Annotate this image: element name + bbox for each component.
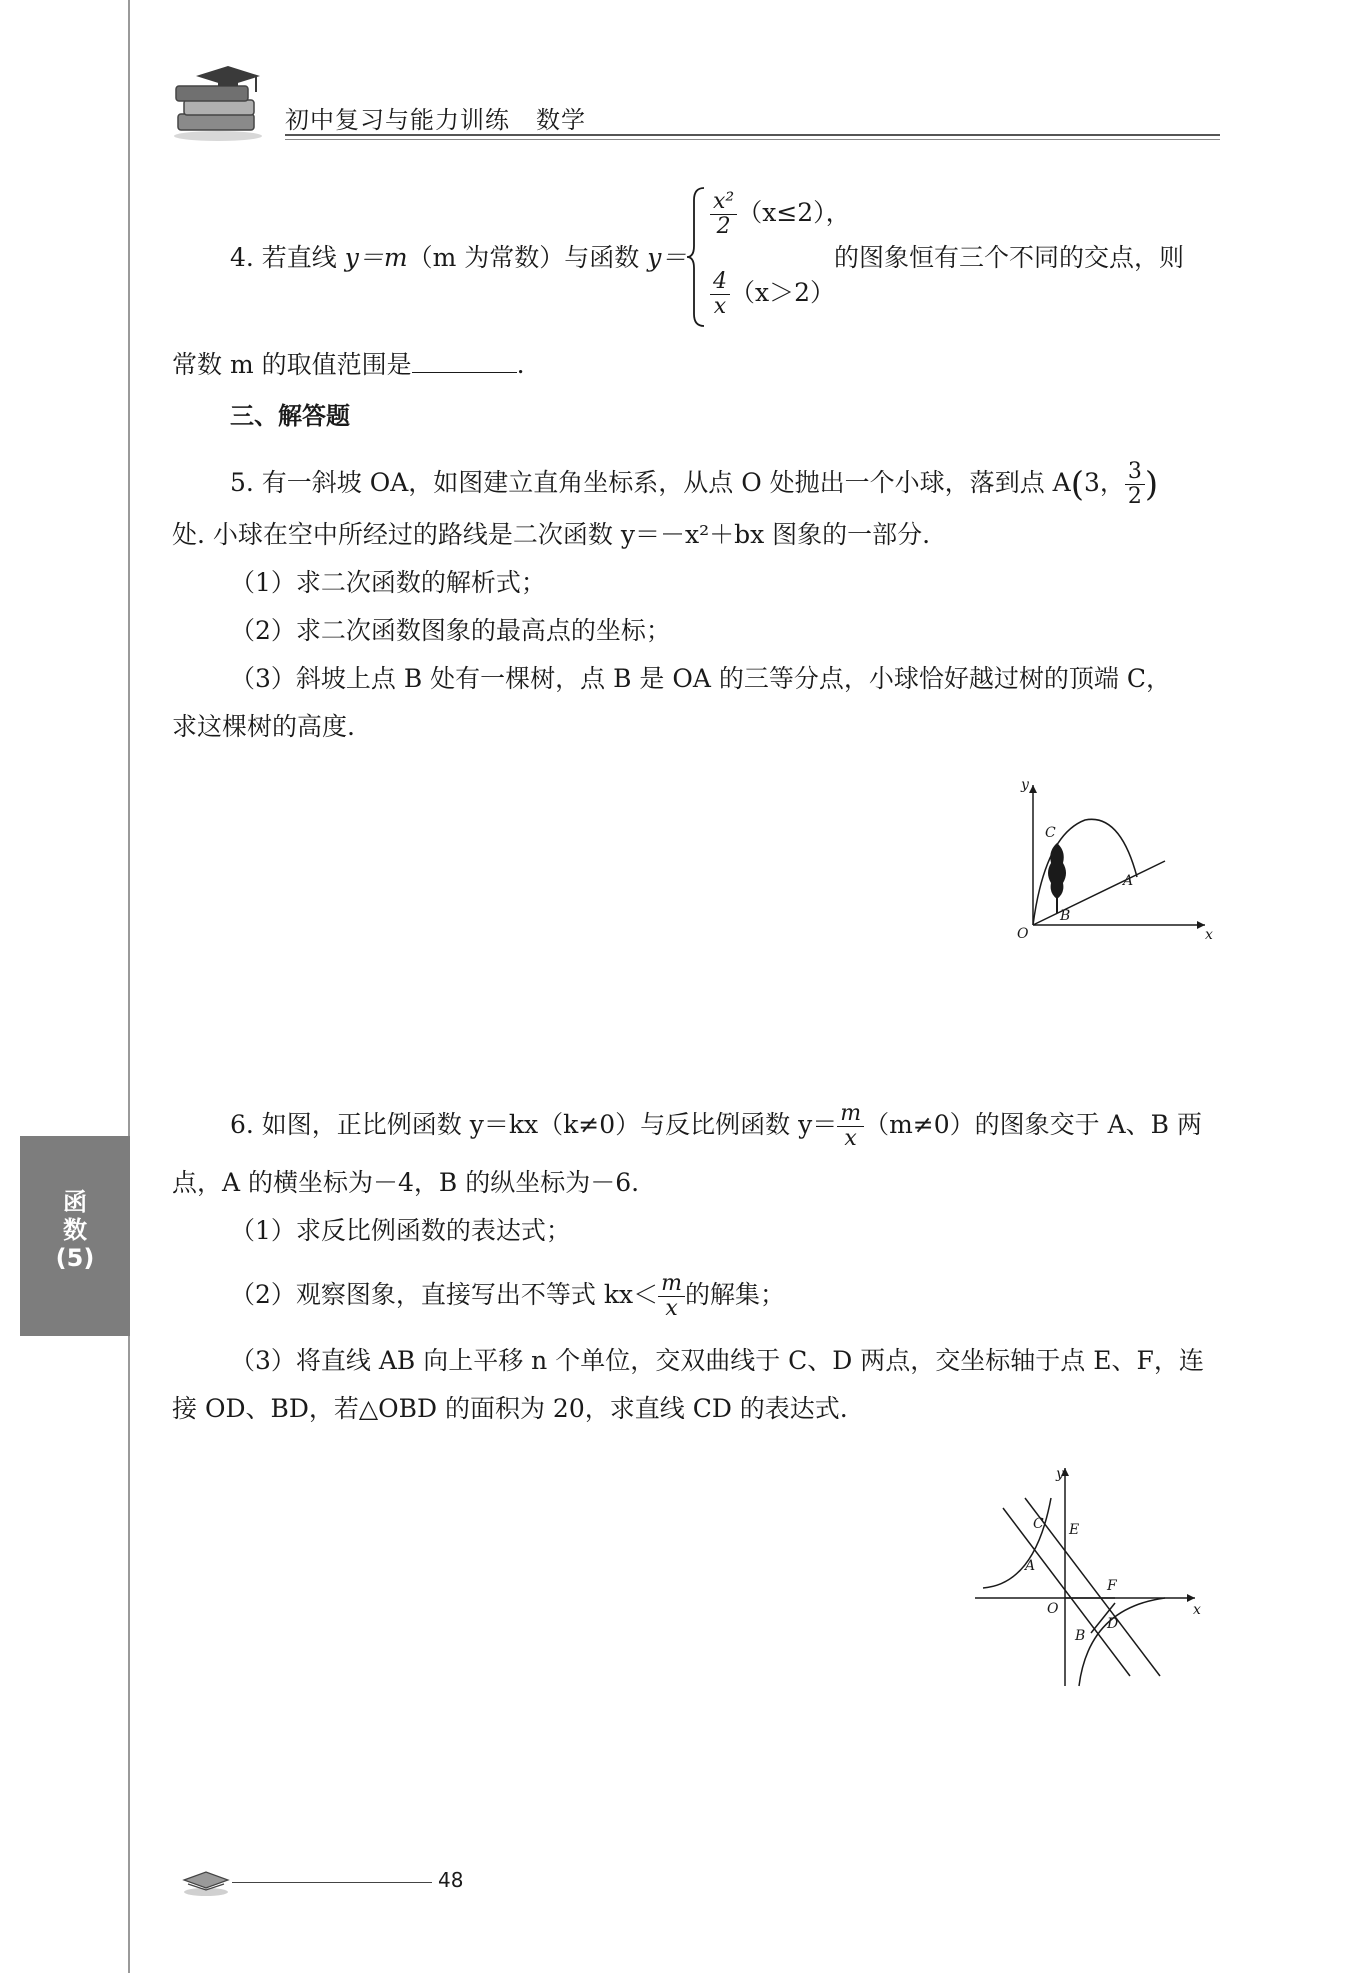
page-margin-line <box>128 0 130 1973</box>
fig6-label-o: O <box>1047 1601 1059 1617</box>
q6-line2: 点，A 的横坐标为－4，B 的纵坐标为－6. <box>172 1168 640 1197</box>
q5-line2: 处. 小球在空中所经过的路线是二次函数 y＝－x²＋bx 图象的一部分. <box>172 520 931 549</box>
case1-fraction: $\frac{\text{x²}}{2}$ <box>710 190 737 239</box>
q5-sub1: （1）求二次函数的解析式； <box>230 568 546 597</box>
q4-case1: $\frac{\text{x²}}{2}$ （x≤2）， <box>710 190 851 239</box>
q5-sub2: （2）求二次函数图象的最高点的坐标； <box>230 616 671 645</box>
q4-line2: 常数 m 的取值范围是 . <box>172 350 525 379</box>
fig6-label-f: F <box>1107 1578 1117 1594</box>
q5-figure <box>1005 775 1215 945</box>
q4-line1: 4. 若直线 y＝m（m 为常数）与函数 y＝ <box>230 243 687 272</box>
q5-sub3a: （3）斜坡上点 B 处有一棵树，点 B 是 OA 的三等分点，小球恰好越过树的顶端 C， <box>230 664 1171 693</box>
hyperbola-branch-left <box>983 1498 1051 1588</box>
header-title <box>285 100 586 135</box>
fig6-label-a: A <box>1025 1558 1036 1574</box>
fig6-label-c: C <box>1033 1516 1044 1532</box>
q4-line1-suffix: 的图象恒有三个不同的交点，则 <box>834 243 1185 272</box>
case2-fraction: $\frac{4}{x}$ <box>710 270 730 319</box>
fig5-label-y: y <box>1021 777 1029 793</box>
point-a-y-fraction: $\frac{3}{2}$ <box>1125 460 1145 509</box>
fig5-label-x: x <box>1205 927 1213 943</box>
piecewise-brace-icon <box>686 186 706 328</box>
y-axis-arrow-icon <box>1029 785 1037 793</box>
fig5-label-c: C <box>1045 825 1056 841</box>
fig5-label-b: B <box>1060 908 1071 924</box>
header-rule <box>285 134 1220 136</box>
page-number: 48 <box>438 1868 464 1892</box>
fig5-label-a: A <box>1123 873 1134 889</box>
fig5-label-o: O <box>1017 926 1029 942</box>
q6-figure <box>965 1458 1205 1698</box>
chapter-side-tab-label: 函 数 (5) <box>55 1188 95 1272</box>
q6-sub2-fraction: $\frac{m}{x}$ <box>658 1272 685 1321</box>
subject-name: 数学 <box>536 106 586 134</box>
x-axis-arrow-icon <box>1197 921 1205 929</box>
q6-sub3a: （3）将直线 AB 向上平移 n 个单位，交双曲线于 C、D 两点，交坐标轴于点 E、F，连 <box>230 1346 1204 1375</box>
q4-case2: $\frac{4}{x}$ （x＞2） <box>710 270 835 319</box>
hyperbola-branch-right <box>1079 1598 1165 1686</box>
answer-blank <box>412 348 517 373</box>
header-rule-thin <box>285 139 1220 140</box>
fig6-label-e: E <box>1069 1522 1080 1538</box>
q5-sub3b: 求这棵树的高度. <box>172 712 355 741</box>
book-title: 初中复习与能力训练 <box>285 106 510 134</box>
fig6-label-y: y <box>1056 1466 1064 1482</box>
book-footer-icon <box>180 1862 232 1898</box>
fig6-label-d: D <box>1107 1616 1119 1632</box>
q6-sub1: （1）求反比例函数的表达式； <box>230 1216 571 1245</box>
q6-line1: 6. 如图，正比例函数 y＝kx（k≠0）与反比例函数 y＝ $\frac{m}{x}$ （m≠0）的图象交于 A、B 两 <box>230 1101 1202 1151</box>
books-logo-icon <box>168 62 268 142</box>
tree-icon <box>1048 843 1066 899</box>
footer-rule <box>232 1882 432 1883</box>
q6-sub3b: 接 OD、BD，若△OBD 的面积为 20，求直线 CD 的表达式. <box>172 1394 848 1423</box>
section-title: 三、解答题 <box>230 402 350 430</box>
x-axis-arrow-icon <box>1187 1594 1195 1602</box>
fig6-label-x: x <box>1193 1602 1201 1618</box>
line-cd <box>1025 1498 1160 1676</box>
q6-fraction: $\frac{m}{x}$ <box>837 1102 864 1151</box>
q6-sub2: （2）观察图象，直接写出不等式 kx＜ $\frac{m}{x}$ 的解集； <box>230 1271 785 1321</box>
fig6-label-b: B <box>1075 1628 1086 1644</box>
q5-line1: 5. 有一斜坡 OA，如图建立直角坐标系，从点 O 处抛出一个小球，落到点 A(3， $\frac{3}{2}$ ) <box>230 459 1159 509</box>
